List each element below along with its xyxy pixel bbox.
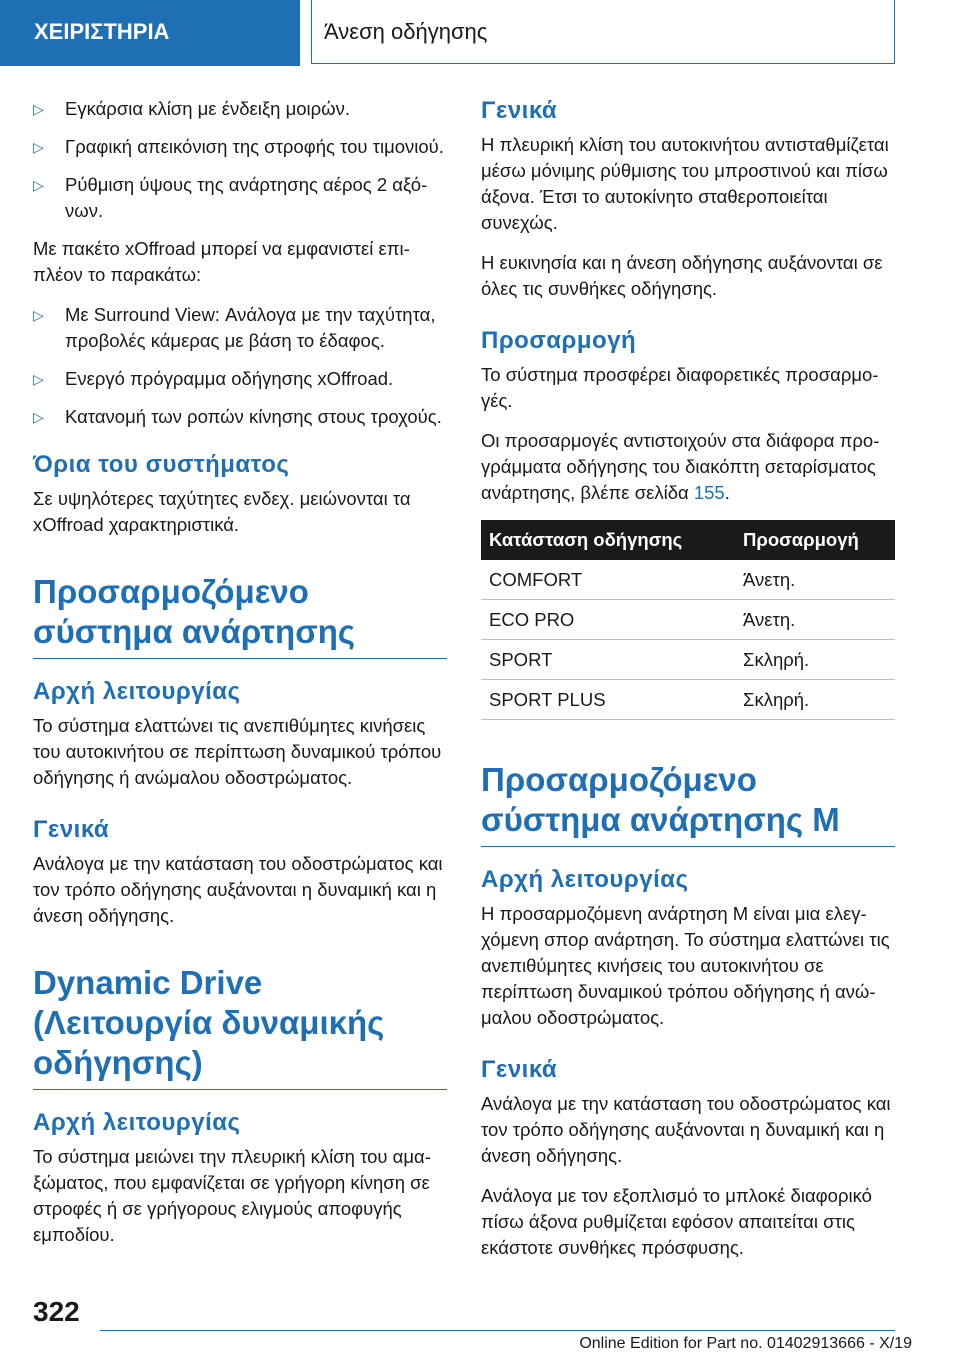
footer-divider (100, 1330, 895, 1331)
header-section: ΧΕΙΡΙΣΤΗΡΙΑ (0, 0, 300, 66)
paragraph: Ανάλογα με την κατάσταση του οδοστρώματος και τον τρόπο οδήγησης αυξάνονται η δυναμική και η άνεση οδήγησης. (33, 853, 443, 926)
triangle-bullet-icon: ▷ (33, 177, 44, 193)
page-number: 322 (33, 1296, 80, 1327)
settings-table (481, 520, 895, 720)
heading-general: Γενικά (481, 97, 558, 124)
heading-dynamic-drive: Dynamic Drive (Λειτουργία δυναμικής οδήγησης) (33, 963, 447, 1090)
triangle-bullet-icon: ▷ (33, 307, 44, 323)
paragraph: Η ευκινησία και η άνεση οδήγησης αυξάνονται σε όλες τις συνθήκες οδήγησης. (481, 252, 883, 299)
paragraph: Το σύστημα προσφέρει διαφορετικές προσαρμογές. (481, 364, 879, 411)
list-item: ▷ Γραφική απεικόνιση της στροφής του τιμονιού. (33, 134, 447, 160)
table-row (481, 640, 895, 680)
triangle-bullet-icon: ▷ (33, 139, 44, 155)
table-cell: SPORT (481, 640, 735, 680)
list-item: ▷ Κατανομή των ροπών κίνησης στους τροχούς. (33, 404, 447, 430)
paragraph: Η προσαρμοζόμενη ανάρτηση M είναι μια ελεγχόμενη σπορ ανάρτηση. Το σύστημα ελαττώνει τις ανεπιθύμητες κινήσεις του αυτοκινήτου σε περίπτωση δυναμικού τρόπου οδήγησης ή ανώμαλου οδοστρώματος. (481, 903, 890, 1028)
footer-edition: Online Edition for Part no. 01402913666 - X/19 (579, 1335, 912, 1352)
heading-limits: Όρια του συστήματος (33, 451, 290, 478)
table-row (481, 600, 895, 640)
triangle-bullet-icon: ▷ (33, 101, 44, 117)
heading-adaptive-suspension-m: Προσαρμοζόμενο σύστημα ανάρτησης M (481, 760, 895, 847)
heading-adaptive-suspension: Προσαρμοζόμενο σύστημα ανάρτησης (33, 572, 447, 659)
table-header-row (481, 520, 895, 560)
table-cell: Σκληρή. (735, 640, 895, 680)
paragraph: Η πλευρική κλίση του αυτοκινήτου αντισταθμίζεται μέσω μόνιμης ρύθμισης του μπροστινού και πίσω άξονα. Έτσι το αυτοκίνητο σταθεροποιείται συνεχώς. (481, 134, 889, 233)
triangle-bullet-icon: ▷ (33, 371, 44, 387)
list-item: ▷ Ρύθμιση ύψους της ανάρτησης αέρος 2 αξόνων. (33, 174, 428, 221)
paragraph: Το σύστημα ελαττώνει τις ανεπιθύμητες κινήσεις του αυτοκινήτου σε περίπτωση δυναμικού τρόπου οδήγησης ή ανώμαλου οδοστρώματος. (33, 715, 442, 788)
table-cell: SPORT PLUS (481, 680, 735, 720)
table-cell: Άνετη. (735, 600, 895, 640)
paragraph: Ανάλογα με την κατάσταση του οδοστρώματος και τον τρόπο οδήγησης αυξάνονται η δυναμική και η άνεση οδήγησης. (481, 1093, 891, 1166)
paragraph: Το σύστημα μειώνει την πλευρική κλίση του αμαξώματος, που εμφανίζεται σε γρήγορη κίνηση σε στροφές ή σε γρήγορους ελιγμούς αποφυγής εμποδίου. (33, 1146, 431, 1245)
heading-adaptation: Προσαρμογή (481, 327, 637, 354)
heading-principle: Αρχή λειτουργίας (33, 1109, 241, 1136)
heading-general: Γενικά (481, 1056, 558, 1083)
paragraph: Σε υψηλότερες ταχύτητες ενδεχ. μειώνονται τα xOffroad χαρακτηριστικά. (33, 488, 411, 535)
table-cell: COMFORT (481, 560, 735, 600)
triangle-bullet-icon: ▷ (33, 409, 44, 425)
table-cell: Σκληρή. (735, 680, 895, 720)
heading-principle: Αρχή λειτουργίας (481, 866, 689, 893)
list-item: ▷ Με Surround View: Ανάλογα με την ταχύτητα, προβολές κάμερας με βάση το έδαφος. (33, 304, 436, 351)
list-item: ▷ Εγκάρσια κλίση με ένδειξη μοιρών. (33, 96, 447, 122)
paragraph: Με πακέτο xOffroad μπορεί να εμφανιστεί επιπλέον το παρακάτω: (33, 238, 410, 285)
table-header-cell: Κατάσταση οδήγησης (481, 520, 735, 560)
paragraph: Ανάλογα με τον εξοπλισμό το μπλοκέ διαφορικό πίσω άξονα ρυθμίζεται εφόσον απαιτείται στις εκάστοτε συνθήκες πρόσφυσης. (481, 1185, 872, 1258)
right-column (481, 96, 895, 1275)
table-cell: ECO PRO (481, 600, 735, 640)
table-cell: Άνετη. (735, 560, 895, 600)
list-item: ▷ Ενεργό πρόγραμμα οδήγησης xOffroad. (33, 366, 447, 392)
heading-general: Γενικά (33, 816, 110, 843)
paragraph: Οι προσαρμογές αντιστοιχούν στα διάφορα προγράμματα οδήγησης του διακόπτη σεταρίσματος ανάρτησης, βλέπε σελίδα 155. (481, 430, 880, 503)
page-reference-link[interactable]: 155 (693, 482, 725, 503)
table-header-cell: Προσαρμογή (735, 520, 895, 560)
heading-principle: Αρχή λειτουργίας (33, 678, 241, 705)
left-column (33, 96, 447, 1262)
table-row (481, 680, 895, 720)
table-row (481, 560, 895, 600)
header-chapter: Άνεση οδήγησης (311, 0, 895, 64)
